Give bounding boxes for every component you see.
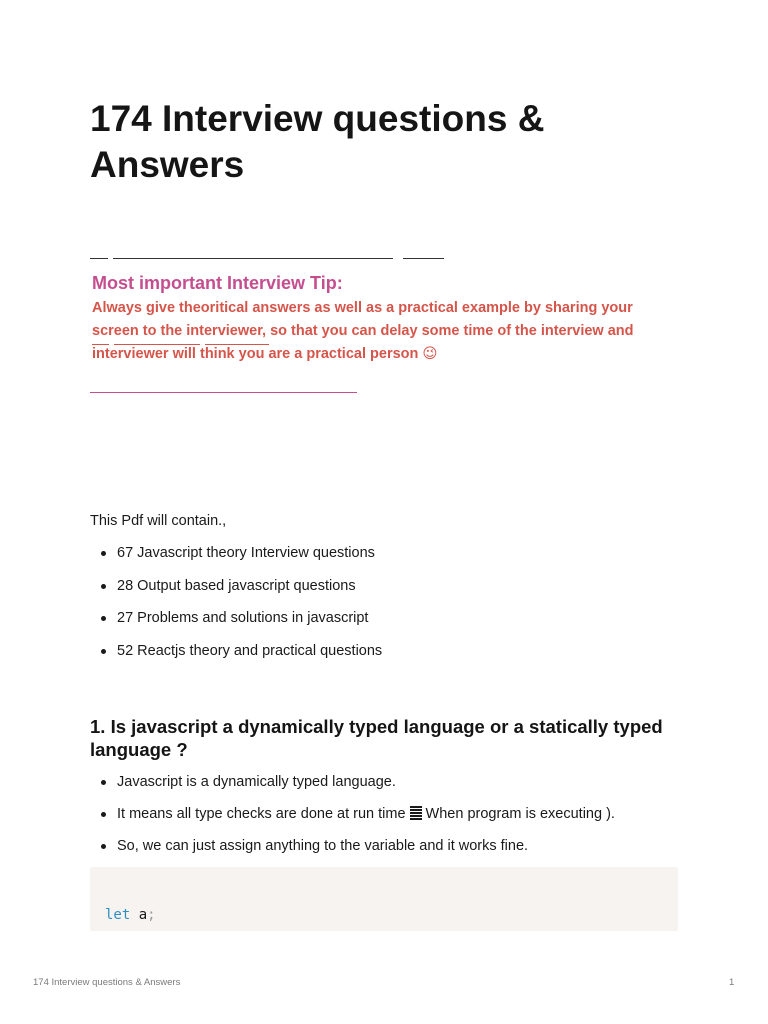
missing-glyph-icon: [410, 806, 422, 820]
list-item-label: So, we can just assign anything to the variable and it works fine.: [117, 838, 529, 854]
list-item-label: 27 Problems and solutions in javascript: [117, 610, 369, 626]
bullet-icon: [101, 616, 106, 621]
code-identifier: a: [130, 907, 148, 923]
list-item: [90, 608, 382, 628]
list-item: [90, 836, 615, 856]
list-item-label: 67 Javascript theory Interview questions: [117, 545, 375, 561]
list-item: [90, 576, 382, 596]
bullet-icon: [101, 780, 106, 785]
list-item-label: It means all type checks are done at run time: [117, 806, 406, 822]
list-item-label: When program is executing ).: [425, 806, 615, 822]
list-item-label: Javascript is a dynamically typed language.: [117, 774, 396, 790]
divider: [114, 344, 200, 345]
bullet-icon: [101, 844, 106, 849]
divider: [90, 258, 108, 259]
divider: [92, 344, 109, 345]
divider: [90, 392, 357, 393]
tip-line-3-text: interviewer will think you are a practical person: [92, 346, 419, 362]
page-title: 174 Interview questions & Answers: [90, 98, 545, 185]
answer-list: [90, 772, 615, 868]
wink-emoji-icon: 😉: [422, 346, 438, 362]
tip-line-2: screen to the interviewer, so that you can delay some time of the interview and: [92, 323, 634, 339]
code-line: [105, 906, 156, 924]
list-item: [90, 543, 382, 563]
intro-text: This Pdf will contain.,: [90, 513, 227, 529]
list-item: [90, 804, 615, 824]
list-item: [90, 641, 382, 661]
code-keyword: let: [105, 907, 131, 923]
divider: [403, 258, 444, 259]
list-item-label: 28 Output based javascript questions: [117, 577, 356, 594]
question-heading: 1. Is javascript a dynamically typed language or a statically typed language ?: [90, 716, 663, 760]
divider: [113, 258, 393, 259]
code-punctuation: ;: [147, 907, 156, 923]
tip-line-1: Always give theoritical answers as well as a practical example by sharing your: [92, 300, 633, 316]
footer-title: 174 Interview questions & Answers: [33, 977, 181, 988]
tip-body: [92, 297, 692, 366]
code-block: [90, 867, 678, 931]
tip-heading: Most important Interview Tip:: [92, 273, 343, 293]
contents-list: [90, 543, 382, 673]
list-item-label: 52 Reactjs theory and practical questions: [117, 642, 383, 659]
bullet-icon: [101, 649, 106, 654]
bullet-icon: [101, 551, 106, 556]
bullet-icon: [101, 584, 106, 589]
bullet-icon: [101, 812, 106, 817]
page-number: 1: [729, 977, 735, 988]
divider: [205, 344, 269, 345]
tip-line-3: [92, 343, 692, 366]
list-item: [90, 772, 615, 792]
